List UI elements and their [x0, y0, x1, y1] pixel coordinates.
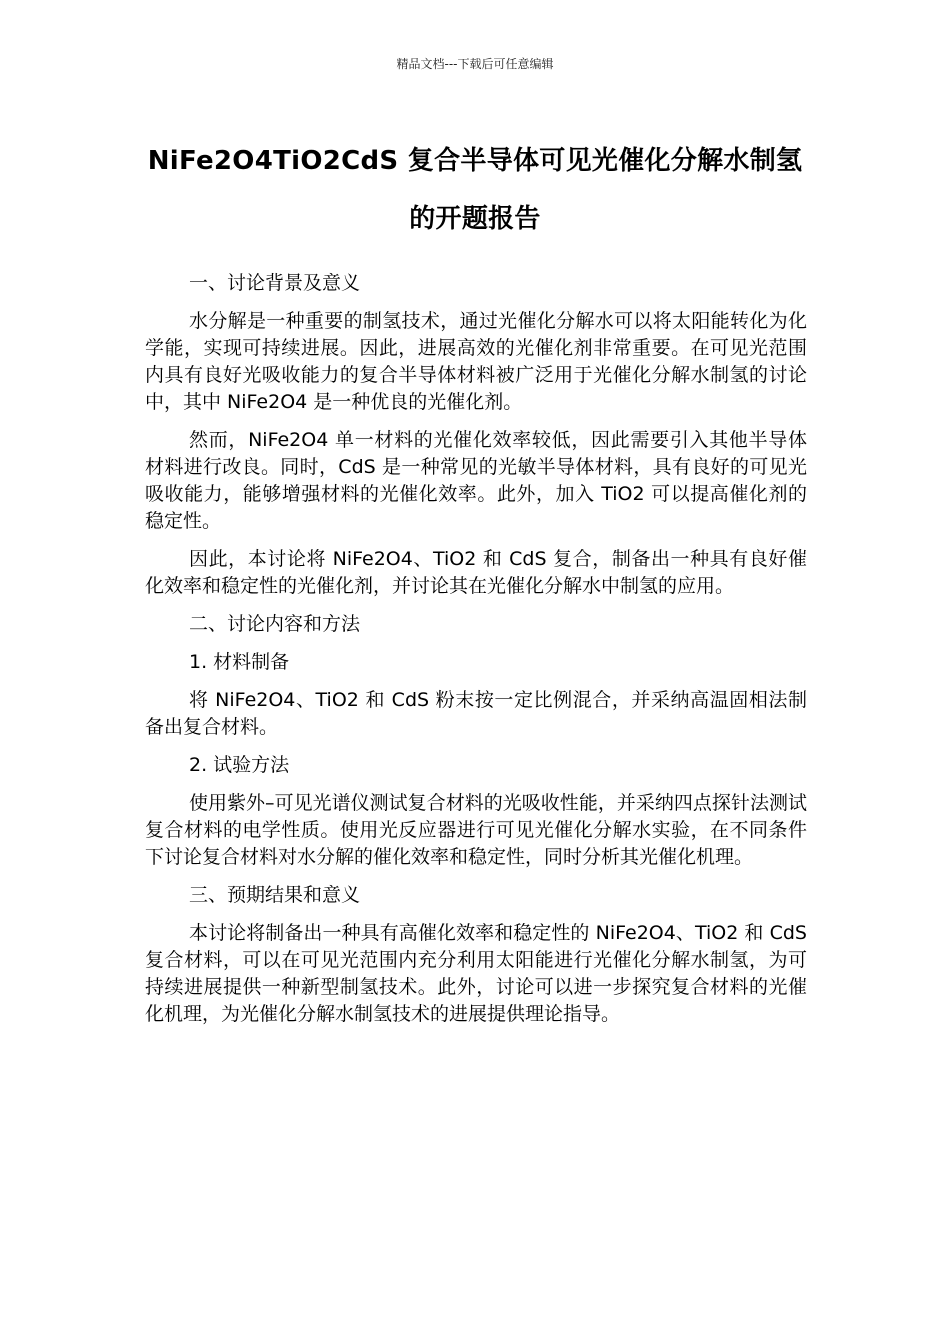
header-note: 精品文档---下载后可任意编辑	[396, 57, 554, 71]
paragraph: 因此，本讨论将 NiFe2O4、TiO2 和 CdS 复合，制备出一种具有良好催化效率和稳定性的光催化剂，并讨论其在光催化分解水中制氢的应用。	[145, 548, 807, 597]
section-heading-content-methods: 二、讨论内容和方法	[189, 613, 361, 635]
paragraph: 本讨论将制备出一种具有高催化效率和稳定性的 NiFe2O4、TiO2 和 CdS 复合材料，可以在可见光范围内充分利用太阳能进行光催化分解水制氢，为可持续进展提供一种新型制氢技术。此外，讨论可以进一步探究复合材料的光催化机理，为光催化分解水制氢技术的进展提供理论指导。	[145, 922, 807, 1025]
paragraph: 将 NiFe2O4、TiO2 和 CdS 粉末按一定比例混合，并采纳高温固相法制备出复合材料。	[145, 689, 807, 738]
paragraph: 使用紫外–可见光谱仪测试复合材料的光吸收性能，并采纳四点探针法测试复合材料的电学性质。使用光反应器进行可见光催化分解水实验，在不同条件下讨论复合材料对水分解的催化效率和稳定性，同时分析其光催化机理。	[145, 792, 807, 868]
section-heading-expected-results: 三、预期结果和意义	[189, 884, 361, 906]
paragraph: 水分解是一种重要的制氢技术，通过光催化分解水可以将太阳能转化为化学能，实现可持续进展。因此，进展高效的光催化剂非常重要。在可见光范围内具有良好光吸收能力的复合半导体材料被广泛用于光催化分解水制氢的讨论中，其中 NiFe2O4 是一种优良的光催化剂。	[145, 310, 807, 413]
section-heading-background: 一、讨论背景及意义	[189, 272, 361, 294]
subsection-heading-experiment-method: 2. 试验方法	[189, 754, 290, 776]
document-body	[145, 270, 807, 1039]
document-title: NiFe2O4TiO2CdS 复合半导体可见光催化分解水制氢的开题报告	[147, 146, 803, 234]
paragraph: 然而，NiFe2O4 单一材料的光催化效率较低，因此需要引入其他半导体材料进行改良。同时，CdS 是一种常见的光敏半导体材料，具有良好的可见光吸收能力，能够增强材料的光催化效率。此外，加入 TiO2 可以提高催化剂的稳定性。	[145, 429, 807, 532]
subsection-heading-material-preparation: 1. 材料制备	[189, 651, 290, 673]
